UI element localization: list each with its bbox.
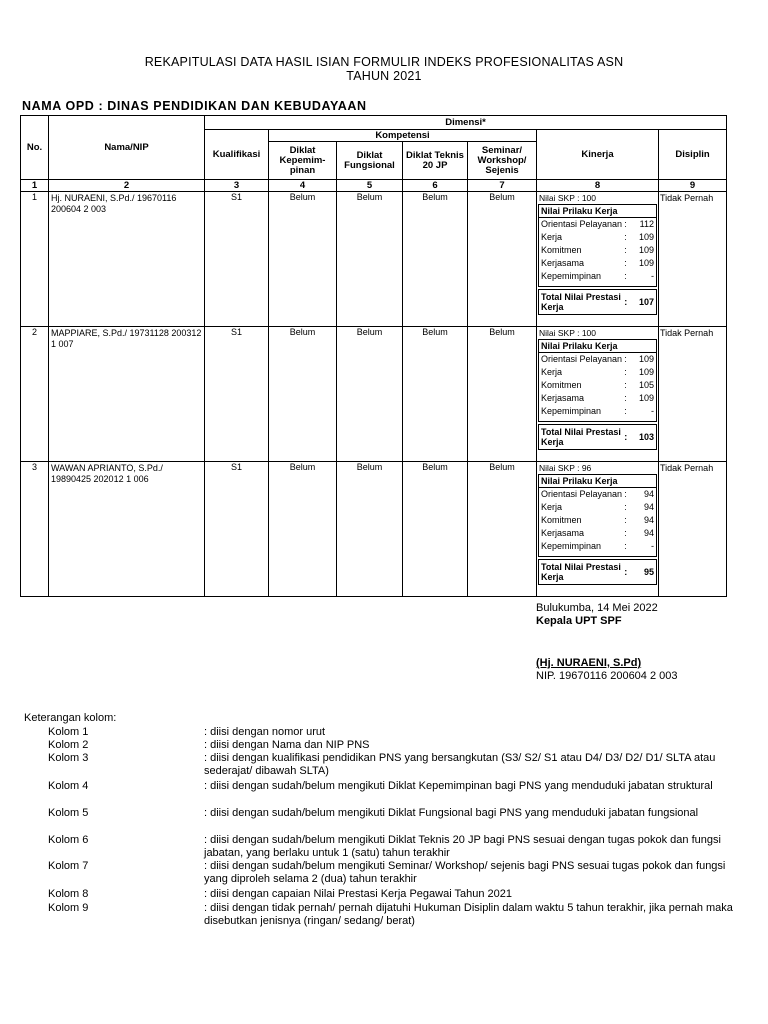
- header-no: No.: [21, 116, 49, 180]
- header-kualifikasi: Kualifikasi: [205, 130, 269, 180]
- column-number: 9: [659, 180, 727, 192]
- column-number: 2: [49, 180, 205, 192]
- komitmen-label: Komitmen: [541, 380, 582, 390]
- komitmen-value: 109: [638, 245, 654, 255]
- employee-name-nip: MAPPIARE, S.Pd./ 19731128 200312 1 007: [49, 327, 205, 462]
- header-seminar: Seminar/ Workshop/ Sejenis: [468, 142, 537, 180]
- column-number: 3: [205, 180, 269, 192]
- diklat-kepemimpinan-cell: Belum: [269, 327, 337, 462]
- nilai-prilaku-box: [538, 474, 657, 557]
- diklat-kepemimpinan-cell: Belum: [269, 192, 337, 327]
- kepemimpinan-item: Kepemimpinan : -: [541, 541, 654, 551]
- total-label: Total Nilai Prestasi Kerja: [541, 427, 621, 447]
- signature-name: (Hj. NURAENI, S.Pd): [536, 657, 642, 669]
- keterangan-label: Kolom 6: [48, 834, 89, 846]
- employee-name-nip: WAWAN APRIANTO, S.Pd./ 19890425 202012 1 006: [49, 462, 205, 597]
- total-label: Total Nilai Prestasi Kerja: [541, 292, 621, 312]
- kerja-label: Kerja: [541, 232, 563, 242]
- nilai-prilaku-box: [538, 339, 657, 422]
- kinerja-cell: [537, 462, 659, 597]
- kerja-label: Kerja: [541, 367, 563, 377]
- orientasi-item: Orientasi Pelayanan : 109: [541, 354, 654, 364]
- nilai-skp: Nilai SKP : 100: [539, 328, 597, 338]
- kerja-item: Kerja : 109: [541, 367, 654, 377]
- kerjasama-value: 94: [643, 528, 654, 538]
- diklat-fungsional-cell: Belum: [337, 327, 403, 462]
- kualifikasi-cell: S1: [205, 327, 269, 462]
- header-kinerja: Kinerja: [537, 130, 659, 180]
- kerjasama-value: 109: [638, 393, 654, 403]
- kerjasama-label: Kerjasama: [541, 528, 585, 538]
- kerja-value: 109: [638, 367, 654, 377]
- kinerja-cell: [537, 327, 659, 462]
- orientasi-label: Orientasi Pelayanan: [541, 219, 623, 229]
- diklat-teknis-cell: Belum: [403, 192, 468, 327]
- table-row: [21, 327, 727, 462]
- header-diklat-teknis: Diklat Teknis 20 JP: [403, 142, 468, 180]
- total-nilai-box: Total Nilai Prestasi Kerja : 107: [538, 289, 657, 315]
- kerja-item: Kerja : 109: [541, 232, 654, 242]
- kepemimpinan-value: -: [651, 271, 654, 281]
- kerja-value: 94: [643, 502, 654, 512]
- orientasi-value: 112: [639, 219, 654, 229]
- employee-name-nip: Hj. NURAENI, S.Pd./ 19670116 200604 2 003: [49, 192, 205, 327]
- column-number: 5: [337, 180, 403, 192]
- orientasi-item: Orientasi Pelayanan : 94: [541, 489, 654, 499]
- kerjasama-item: Kerjasama : 109: [541, 393, 654, 403]
- diklat-kepemimpinan-cell: Belum: [269, 462, 337, 597]
- seminar-cell: Belum: [468, 462, 537, 597]
- seminar-cell: Belum: [468, 192, 537, 327]
- keterangan-label: Kolom 4: [48, 780, 89, 792]
- seminar-cell: Belum: [468, 327, 537, 462]
- diklat-teknis-cell: Belum: [403, 462, 468, 597]
- keterangan-desc: : diisi dengan kualifikasi pendidikan PNS yang bersangkutan (S3/ S2/ S1 atau D4/ D3/ D2/ D1/ SLTA atau sederajat/ dibawah SLTA): [204, 752, 716, 777]
- header-nama: Nama/NIP: [49, 116, 205, 180]
- orientasi-label: Orientasi Pelayanan: [541, 489, 623, 499]
- keterangan-desc: : diisi dengan sudah/belum mengikuti Diklat Fungsional bagi PNS yang menduduki jabatan fungsional: [204, 807, 699, 819]
- komitmen-label: Komitmen: [541, 515, 582, 525]
- keterangan-label: Kolom 8: [48, 888, 89, 900]
- header-diklat-fungsional: Diklat Fungsional: [337, 142, 403, 180]
- total-value: 107: [638, 297, 654, 307]
- keterangan-desc: : diisi dengan nomor urut: [204, 726, 326, 738]
- keterangan-desc: : diisi dengan capaian Nilai Prestasi Kerja Pegawai Tahun 2021: [204, 888, 512, 900]
- header-kompetensi: Kompetensi: [269, 130, 537, 142]
- orientasi-value: 109: [638, 354, 654, 364]
- kepemimpinan-value: -: [651, 541, 654, 551]
- orientasi-value: 94: [643, 489, 654, 499]
- rekap-table: [20, 115, 727, 597]
- signature-position: Kepala UPT SPF: [536, 615, 622, 627]
- komitmen-label: Komitmen: [541, 245, 582, 255]
- signature-place-date: Bulukumba, 14 Mei 2022: [536, 602, 658, 614]
- header-diklat-kepemimpinan: Diklat Kepemim-pinan: [269, 142, 337, 180]
- keterangan-label: Kolom 5: [48, 807, 89, 819]
- komitmen-item: Komitmen : 109: [541, 245, 654, 255]
- keterangan-heading: Keterangan kolom:: [24, 712, 117, 724]
- diklat-teknis-cell: Belum: [403, 327, 468, 462]
- table-row: [21, 462, 727, 597]
- nilai-prilaku-heading: Nilai Prilaku Kerja: [539, 475, 656, 488]
- keterangan-desc: : diisi dengan Nama dan NIP PNS: [204, 739, 370, 751]
- kerja-label: Kerja: [541, 502, 563, 512]
- keterangan-desc: : diisi dengan sudah/belum mengikuti Diklat Kepemimpinan bagi PNS yang menduduki jabatan struktural: [204, 780, 713, 792]
- kerjasama-label: Kerjasama: [541, 258, 585, 268]
- orientasi-item: Orientasi Pelayanan : 112: [541, 219, 654, 229]
- kerja-item: Kerja : 94: [541, 502, 654, 512]
- total-nilai-box: Total Nilai Prestasi Kerja : 95: [538, 559, 657, 585]
- table-row: [21, 192, 727, 327]
- row-number: 3: [21, 462, 49, 597]
- kinerja-cell: [537, 192, 659, 327]
- kepemimpinan-label: Kepemimpinan: [541, 271, 602, 281]
- nilai-prilaku-heading: Nilai Prilaku Kerja: [539, 340, 656, 353]
- keterangan-label: Kolom 2: [48, 739, 89, 751]
- column-number-row: [21, 180, 727, 192]
- total-label: Total Nilai Prestasi Kerja: [541, 562, 621, 582]
- disiplin-cell: Tidak Pernah: [659, 192, 727, 327]
- kerjasama-item: Kerjasama : 94: [541, 528, 654, 538]
- total-value: 103: [638, 432, 654, 442]
- total-value: 95: [643, 567, 654, 577]
- column-number: 4: [269, 180, 337, 192]
- row-number: 1: [21, 192, 49, 327]
- header-disiplin: Disiplin: [659, 130, 727, 180]
- kepemimpinan-value: -: [651, 406, 654, 416]
- keterangan-label: Kolom 7: [48, 860, 89, 872]
- total-nilai-box: Total Nilai Prestasi Kerja : 103: [538, 424, 657, 450]
- kepemimpinan-label: Kepemimpinan: [541, 406, 602, 416]
- komitmen-value: 94: [643, 515, 654, 525]
- kepemimpinan-label: Kepemimpinan: [541, 541, 602, 551]
- nilai-prilaku-box: [538, 204, 657, 287]
- keterangan-desc: : diisi dengan tidak pernah/ pernah dijatuhi Hukuman Disiplin dalam waktu 5 tahun terakhir, jika pernah maka disebutkan jenisnya (ringan/ sedang/ berat): [204, 902, 733, 927]
- orientasi-label: Orientasi Pelayanan: [541, 354, 623, 364]
- kerja-value: 109: [638, 232, 654, 242]
- kualifikasi-cell: S1: [205, 462, 269, 597]
- kerjasama-value: 109: [638, 258, 654, 268]
- disiplin-cell: Tidak Pernah: [659, 327, 727, 462]
- kualifikasi-cell: S1: [205, 192, 269, 327]
- keterangan-label: Kolom 1: [48, 726, 89, 738]
- column-number: 6: [403, 180, 468, 192]
- nilai-skp: Nilai SKP : 96: [539, 463, 592, 473]
- column-number: 8: [537, 180, 659, 192]
- disiplin-cell: Tidak Pernah: [659, 462, 727, 597]
- signature-nip: NIP. 19670116 200604 2 003: [536, 670, 678, 682]
- row-number: 2: [21, 327, 49, 462]
- document-year: TAHUN 2021: [346, 69, 422, 83]
- keterangan-label: Kolom 3: [48, 752, 89, 764]
- document-title: REKAPITULASI DATA HASIL ISIAN FORMULIR INDEKS PROFESIONALITAS ASN: [144, 55, 624, 69]
- nilai-prilaku-heading: Nilai Prilaku Kerja: [539, 205, 656, 218]
- column-number: 1: [21, 180, 49, 192]
- header-dimensi: Dimensi*: [205, 116, 727, 130]
- kepemimpinan-item: Kepemimpinan : -: [541, 271, 654, 281]
- keterangan-label: Kolom 9: [48, 902, 89, 914]
- kepemimpinan-item: Kepemimpinan : -: [541, 406, 654, 416]
- opd-name: NAMA OPD : DINAS PENDIDIKAN DAN KEBUDAYAAN: [22, 99, 367, 113]
- column-number: 7: [468, 180, 537, 192]
- nilai-skp: Nilai SKP : 100: [539, 193, 597, 203]
- kerjasama-label: Kerjasama: [541, 393, 585, 403]
- keterangan-desc: : diisi dengan sudah/belum mengikuti Seminar/ Workshop/ sejenis bagi PNS sesuai tugas pokok dan fungsi yang diproleh selama 2 (dua) tahun terakhir: [204, 860, 726, 885]
- komitmen-item: Komitmen : 94: [541, 515, 654, 525]
- diklat-fungsional-cell: Belum: [337, 462, 403, 597]
- keterangan-desc: : diisi dengan sudah/belum mengikuti Diklat Teknis 20 JP bagi PNS sesuai dengan tugas pokok dan fungsi jabatan, yang berlaku untuk 1 (satu) tahun terakhir: [204, 834, 721, 859]
- kerjasama-item: Kerjasama : 109: [541, 258, 654, 268]
- komitmen-value: 105: [638, 380, 654, 390]
- komitmen-item: Komitmen : 105: [541, 380, 654, 390]
- diklat-fungsional-cell: Belum: [337, 192, 403, 327]
